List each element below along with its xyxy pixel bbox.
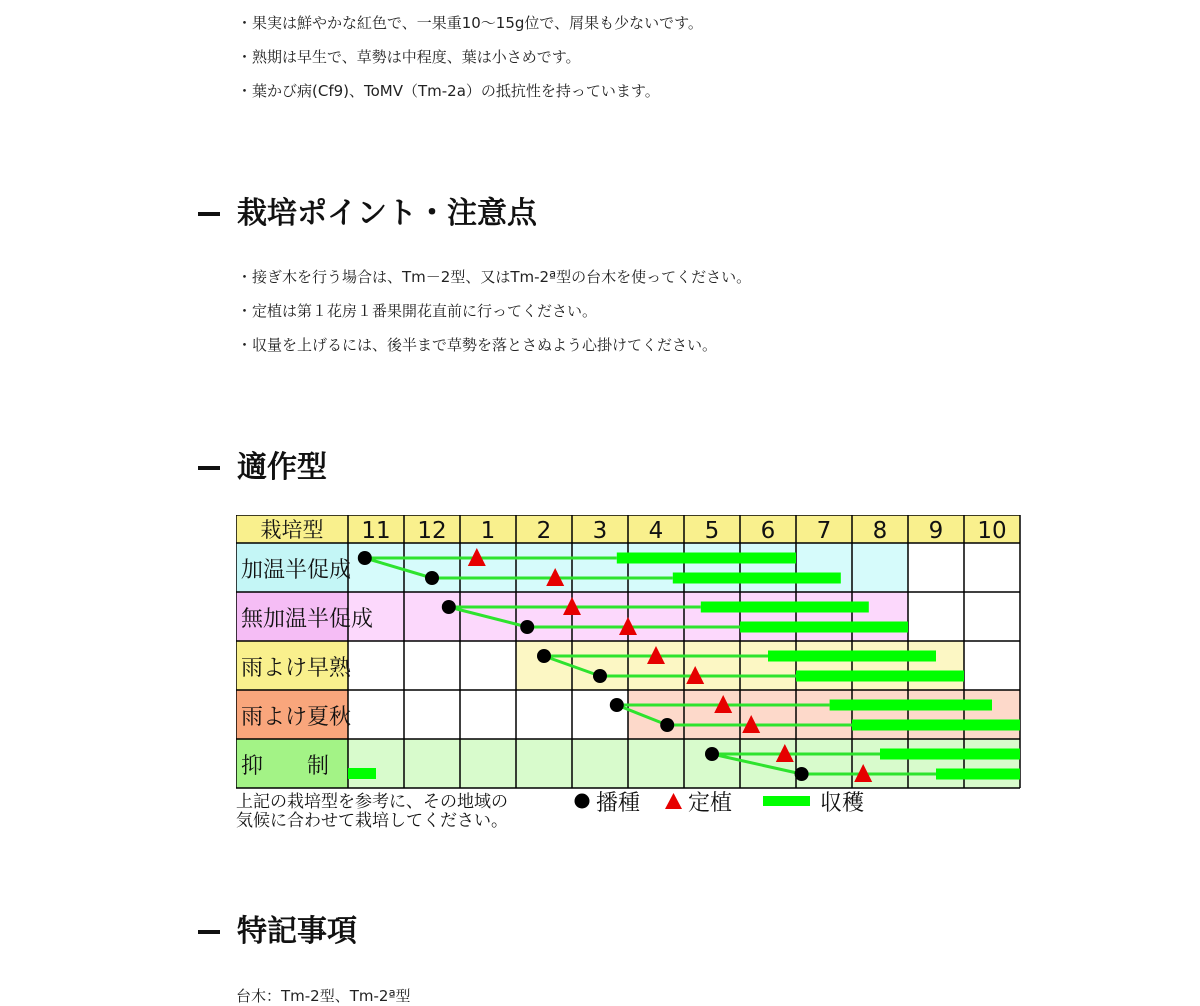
legend-sow-marker (575, 794, 590, 809)
legend-harvest-label: 収穫 (820, 791, 865, 816)
legend-sow-label: 播種 (596, 791, 641, 816)
chart-note-line: 気候に合わせて栽培してください。 (236, 811, 508, 831)
sowing-marker (705, 747, 719, 761)
harvest-bar (830, 700, 992, 711)
sowing-marker (610, 698, 624, 712)
header-label: 栽培型 (260, 518, 324, 542)
row-label: 抑 制 (241, 754, 330, 779)
harvest-bar (768, 651, 936, 662)
month-tick-label: 5 (704, 518, 720, 544)
heading-dash (198, 212, 220, 216)
cultivation-heading-text: 栽培ポイント・注意点 (237, 196, 537, 231)
legend-harvest-marker (763, 796, 810, 806)
harvest-bar (936, 769, 1020, 780)
feature-item-3: ・葉かび病(Cf9)、ToMV（Tm-2a）の抵抗性を持っています。 (237, 82, 660, 100)
legend-plant-marker (665, 793, 682, 809)
sowing-marker (537, 649, 551, 663)
month-tick-label: 6 (760, 518, 776, 544)
month-tick-label: 10 (977, 518, 1007, 544)
sowing-marker (358, 551, 372, 565)
harvest-bar (701, 602, 869, 613)
suitable-heading-text: 適作型 (237, 450, 327, 485)
cultivation-item-3: ・収量を上げるには、後半まで草勢を落とさぬよう心掛けてください。 (237, 336, 718, 354)
harvest-bar (740, 622, 908, 633)
month-tick-label: 3 (592, 518, 608, 544)
cultivation-item-2: ・定植は第１花房１番果開花直前に行ってください。 (237, 302, 598, 320)
month-tick-label: 2 (536, 518, 552, 544)
legend-plant-label: 定植 (688, 791, 733, 816)
sowing-marker (593, 669, 607, 683)
harvest-bar (796, 671, 964, 682)
row-label: 加温半促成 (241, 558, 352, 583)
month-tick-label: 8 (872, 518, 888, 544)
chart-note-line: 上記の栽培型を参考に、その地域の (236, 792, 508, 812)
feature-item-1: ・果実は鮮やかな紅色で、一果重10～15g位で、屑果も少ないです。 (237, 14, 703, 32)
heading-dash (198, 466, 220, 470)
special-note: 台木：Tm-2型、Tm-2ª型 (236, 987, 411, 1005)
row-label: 雨よけ早熟 (241, 656, 352, 681)
harvest-bar (617, 553, 796, 564)
harvest-bar (852, 720, 1020, 731)
sowing-marker (660, 718, 674, 732)
cultivation-item-1: ・接ぎ木を行う場合は、Tm－2型、又はTm-2ª型の台木を使ってください。 (237, 268, 752, 286)
sowing-marker (520, 620, 534, 634)
month-tick-label: 7 (816, 518, 832, 544)
cultivation-calendar-chart (236, 515, 1026, 835)
special-heading-text: 特記事項 (237, 914, 357, 949)
heading-dash (198, 930, 220, 934)
harvest-bar (880, 749, 1020, 760)
month-tick-label: 12 (417, 518, 447, 544)
sowing-marker (795, 767, 809, 781)
row-active-bg (628, 690, 1020, 739)
harvest-bar (348, 768, 376, 779)
harvest-bar (673, 573, 841, 584)
sowing-marker (442, 600, 456, 614)
sowing-marker (425, 571, 439, 585)
feature-item-2: ・熟期は早生で、草勢は中程度、葉は小さめです。 (237, 48, 581, 66)
row-label: 無加温半促成 (241, 607, 374, 632)
month-tick-label: 11 (361, 518, 391, 544)
month-tick-label: 9 (928, 518, 944, 544)
row-label: 雨よけ夏秋 (241, 705, 352, 730)
month-tick-label: 4 (648, 518, 664, 544)
month-tick-label: 1 (480, 518, 496, 544)
